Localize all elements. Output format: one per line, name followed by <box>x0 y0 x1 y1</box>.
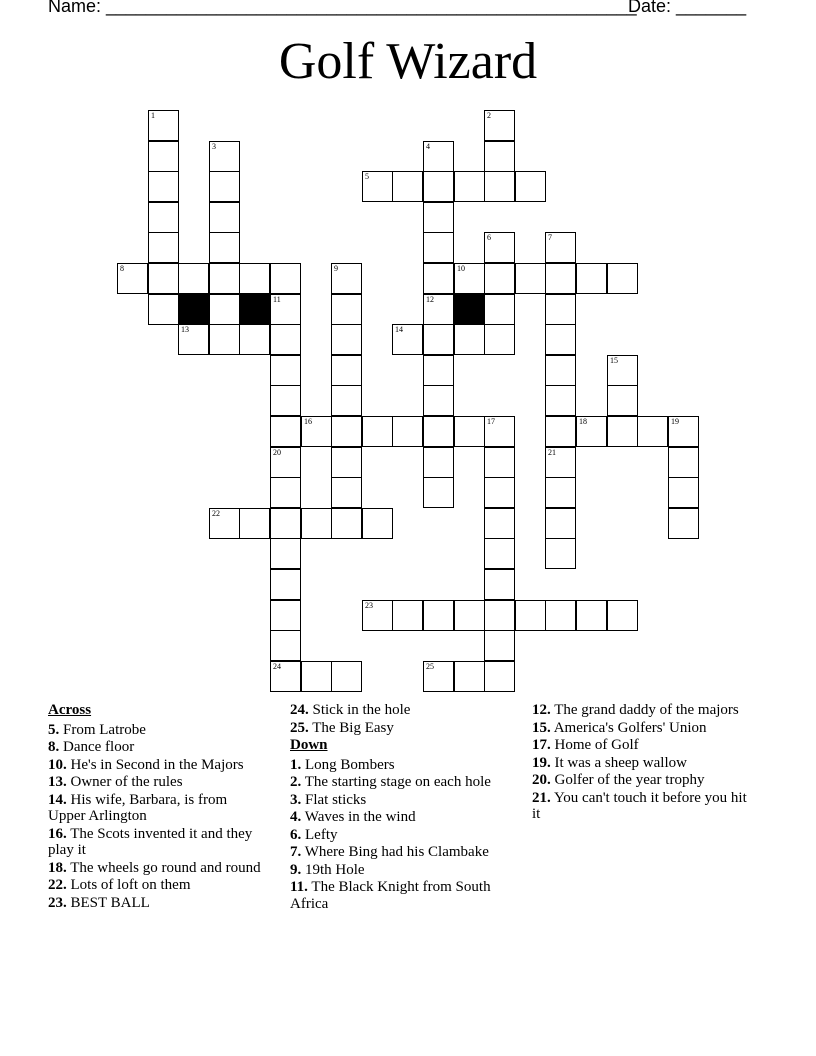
grid-cell[interactable] <box>423 385 454 416</box>
grid-cell[interactable] <box>484 263 515 294</box>
grid-cell[interactable] <box>270 355 301 386</box>
grid-cell[interactable] <box>148 294 179 325</box>
grid-cell[interactable] <box>637 416 668 447</box>
grid-cell[interactable] <box>331 355 362 386</box>
clue-number: 20 <box>273 448 281 457</box>
clue-across-8: 8. Dance floor <box>48 739 135 755</box>
clue-down-7: 7. Where Bing had his Clambake <box>290 844 489 860</box>
clue-down-15: 15. America's Golfers' Union <box>532 719 707 736</box>
clue-down-4: 4. Waves in the wind <box>290 809 416 825</box>
grid-cell[interactable] <box>515 600 546 631</box>
grid-cell[interactable] <box>148 263 179 294</box>
clue-across-24: 24. Stick in the hole <box>290 702 411 718</box>
grid-cell[interactable] <box>178 324 209 355</box>
grid-cell[interactable] <box>545 324 576 355</box>
clue-number: 22 <box>212 509 220 518</box>
grid-cell[interactable] <box>576 416 607 447</box>
grid-cell[interactable] <box>423 171 454 202</box>
grid-cell[interactable] <box>362 600 393 631</box>
across-heading: Across <box>48 702 92 718</box>
clue-number: 13 <box>181 325 189 334</box>
grid-cell[interactable] <box>545 355 576 386</box>
grid-block <box>178 294 209 325</box>
clue-number: 5 <box>365 172 369 181</box>
grid-cell[interactable] <box>484 294 515 325</box>
grid-cell[interactable] <box>392 416 423 447</box>
grid-cell[interactable] <box>423 202 454 233</box>
grid-cell[interactable] <box>239 263 270 294</box>
grid-cell[interactable] <box>423 600 454 631</box>
clue-down-1: 1. Long Bombers <box>290 756 395 773</box>
grid-cell[interactable] <box>331 416 362 447</box>
clue-number: 1 <box>151 111 155 120</box>
grid-cell[interactable] <box>270 324 301 355</box>
grid-cell[interactable] <box>148 202 179 233</box>
clue-across-14: 14. His wife, Barbara, is from Upper Arlington <box>48 791 228 824</box>
grid-block <box>454 294 485 325</box>
grid-cell[interactable] <box>362 171 393 202</box>
grid-cell[interactable] <box>668 447 699 478</box>
clue-number: 17 <box>487 417 495 426</box>
grid-cell[interactable] <box>607 600 638 631</box>
grid-cell[interactable] <box>545 508 576 539</box>
clue-across-10: 10. He's in Second in the Majors <box>48 756 244 773</box>
grid-cell[interactable] <box>301 508 332 539</box>
grid-cell[interactable] <box>515 263 546 294</box>
grid-cell[interactable] <box>484 508 515 539</box>
grid-cell[interactable] <box>239 508 270 539</box>
clue-down-11: 11. The Black Knight from South Africa <box>290 879 491 912</box>
grid-cell[interactable] <box>607 385 638 416</box>
grid-cell[interactable] <box>423 477 454 508</box>
grid-cell[interactable] <box>301 416 332 447</box>
clue-across-13: 13. Owner of the rules <box>48 774 183 790</box>
grid-cell[interactable] <box>270 630 301 661</box>
grid-cell[interactable] <box>331 508 362 539</box>
grid-cell[interactable] <box>454 416 485 447</box>
grid-cell[interactable] <box>209 232 240 263</box>
grid-cell[interactable] <box>454 661 485 692</box>
grid-cell[interactable] <box>392 171 423 202</box>
grid-cell[interactable] <box>270 661 301 692</box>
grid-cell[interactable] <box>178 263 209 294</box>
grid-cell[interactable] <box>148 141 179 172</box>
grid-cell[interactable] <box>331 324 362 355</box>
grid-cell[interactable] <box>607 263 638 294</box>
grid-cell[interactable] <box>270 416 301 447</box>
clue-number: 2 <box>487 111 491 120</box>
name-label: Name: _____________________________________________________ <box>48 0 637 16</box>
clue-down-6: 6. Lefty <box>290 826 338 843</box>
clues-column-3 <box>532 702 747 824</box>
clue-down-12: 12. The grand daddy of the majors <box>532 702 739 718</box>
clue-across-22: 22. Lots of loft on them <box>48 877 191 893</box>
clue-number: 4 <box>426 142 430 151</box>
grid-cell[interactable] <box>545 447 576 478</box>
grid-cell[interactable] <box>331 661 362 692</box>
clue-down-17: 17. Home of Golf <box>532 737 639 753</box>
clue-across-25: 25. The Big Easy <box>290 719 394 736</box>
grid-cell[interactable] <box>209 171 240 202</box>
clue-number: 3 <box>212 142 216 151</box>
clue-number: 9 <box>334 264 338 273</box>
clue-number: 21 <box>548 448 556 457</box>
grid-cell[interactable] <box>484 110 515 141</box>
grid-cell[interactable] <box>545 263 576 294</box>
grid-cell[interactable] <box>576 263 607 294</box>
clue-across-23: 23. BEST BALL <box>48 894 150 911</box>
grid-cell[interactable] <box>209 294 240 325</box>
grid-cell[interactable] <box>484 171 515 202</box>
grid-cell[interactable] <box>668 416 699 447</box>
grid-cell[interactable] <box>423 355 454 386</box>
clue-down-21: 21. You can't touch it before you hit it <box>532 789 747 822</box>
grid-cell[interactable] <box>331 294 362 325</box>
grid-cell[interactable] <box>209 202 240 233</box>
grid-cell[interactable] <box>484 324 515 355</box>
clue-number: 24 <box>273 662 281 671</box>
grid-cell[interactable] <box>545 416 576 447</box>
grid-cell[interactable] <box>209 508 240 539</box>
grid-cell[interactable] <box>392 600 423 631</box>
grid-cell[interactable] <box>484 569 515 600</box>
grid-cell[interactable] <box>607 416 638 447</box>
grid-cell[interactable] <box>484 416 515 447</box>
grid-cell[interactable] <box>270 569 301 600</box>
grid-cell[interactable] <box>423 661 454 692</box>
clue-across-5: 5. From Latrobe <box>48 721 146 738</box>
grid-cell[interactable] <box>545 477 576 508</box>
grid-cell[interactable] <box>148 171 179 202</box>
grid-cell[interactable] <box>331 263 362 294</box>
grid-cell[interactable] <box>484 630 515 661</box>
grid-cell[interactable] <box>423 324 454 355</box>
grid-block <box>239 294 270 325</box>
grid-cell[interactable] <box>484 477 515 508</box>
clue-number: 19 <box>671 417 679 426</box>
grid-cell[interactable] <box>270 508 301 539</box>
grid-cell[interactable] <box>301 661 332 692</box>
grid-cell[interactable] <box>148 232 179 263</box>
clue-number: 7 <box>548 233 552 242</box>
clue-down-2: 2. The starting stage on each hole <box>290 774 491 790</box>
grid-cell[interactable] <box>515 171 546 202</box>
grid-cell[interactable] <box>423 447 454 478</box>
grid-cell[interactable] <box>668 508 699 539</box>
grid-cell[interactable] <box>545 294 576 325</box>
grid-cell[interactable] <box>270 447 301 478</box>
down-heading: Down <box>290 737 328 753</box>
grid-cell[interactable] <box>117 263 148 294</box>
clue-down-9: 9. 19th Hole <box>290 861 365 878</box>
date-label: Date: _______ <box>628 0 747 16</box>
grid-cell[interactable] <box>362 416 393 447</box>
clue-number: 6 <box>487 233 491 242</box>
clue-number: 15 <box>610 356 618 365</box>
clue-down-20: 20. Golfer of the year trophy <box>532 772 705 788</box>
clue-across-16: 16. The Scots invented it and they play it <box>48 825 253 858</box>
grid-cell[interactable] <box>484 661 515 692</box>
grid-cell[interactable] <box>270 294 301 325</box>
grid-cell[interactable] <box>270 600 301 631</box>
grid-cell[interactable] <box>484 538 515 569</box>
clue-number: 11 <box>273 295 281 304</box>
grid-cell[interactable] <box>270 385 301 416</box>
grid-cell[interactable] <box>484 447 515 478</box>
grid-cell[interactable] <box>392 324 423 355</box>
grid-cell[interactable] <box>484 141 515 172</box>
grid-cell[interactable] <box>545 232 576 263</box>
grid-cell[interactable] <box>423 141 454 172</box>
grid-cell[interactable] <box>545 600 576 631</box>
grid-cell[interactable] <box>454 600 485 631</box>
grid-cell[interactable] <box>331 385 362 416</box>
grid-cell[interactable] <box>209 324 240 355</box>
grid-cell[interactable] <box>454 263 485 294</box>
grid-cell[interactable] <box>148 110 179 141</box>
grid-cell[interactable] <box>454 324 485 355</box>
grid-cell[interactable] <box>484 600 515 631</box>
grid-cell[interactable] <box>209 263 240 294</box>
grid-cell[interactable] <box>362 508 393 539</box>
puzzle-title: Golf Wizard <box>278 33 538 90</box>
grid-cell[interactable] <box>484 232 515 263</box>
clue-number: 18 <box>579 417 587 426</box>
grid-cell[interactable] <box>545 538 576 569</box>
grid-cell[interactable] <box>270 263 301 294</box>
clue-across-18: 18. The wheels go round and round <box>48 859 261 876</box>
grid-cell[interactable] <box>545 385 576 416</box>
grid-cell[interactable] <box>607 355 638 386</box>
grid-cell[interactable] <box>423 416 454 447</box>
clue-number: 23 <box>365 601 373 610</box>
grid-cell[interactable] <box>270 477 301 508</box>
grid-cell[interactable] <box>576 600 607 631</box>
clues-column-1 <box>48 702 263 912</box>
grid-cell[interactable] <box>209 141 240 172</box>
clue-number: 8 <box>120 264 124 273</box>
grid-cell[interactable] <box>270 538 301 569</box>
grid-cell[interactable] <box>331 477 362 508</box>
grid-cell[interactable] <box>668 477 699 508</box>
grid-cell[interactable] <box>454 171 485 202</box>
grid-cell[interactable] <box>423 294 454 325</box>
clue-number: 12 <box>426 295 434 304</box>
clue-down-3: 3. Flat sticks <box>290 791 367 808</box>
grid-cell[interactable] <box>423 263 454 294</box>
clues-column-2 <box>290 702 505 913</box>
grid-cell[interactable] <box>423 232 454 263</box>
clue-number: 16 <box>304 417 312 426</box>
clue-down-19: 19. It was a sheep wallow <box>532 754 687 771</box>
grid-cell[interactable] <box>331 447 362 478</box>
clue-number: 14 <box>395 325 403 334</box>
grid-cell[interactable] <box>239 324 270 355</box>
clue-number: 25 <box>426 662 434 671</box>
clue-number: 10 <box>457 264 465 273</box>
